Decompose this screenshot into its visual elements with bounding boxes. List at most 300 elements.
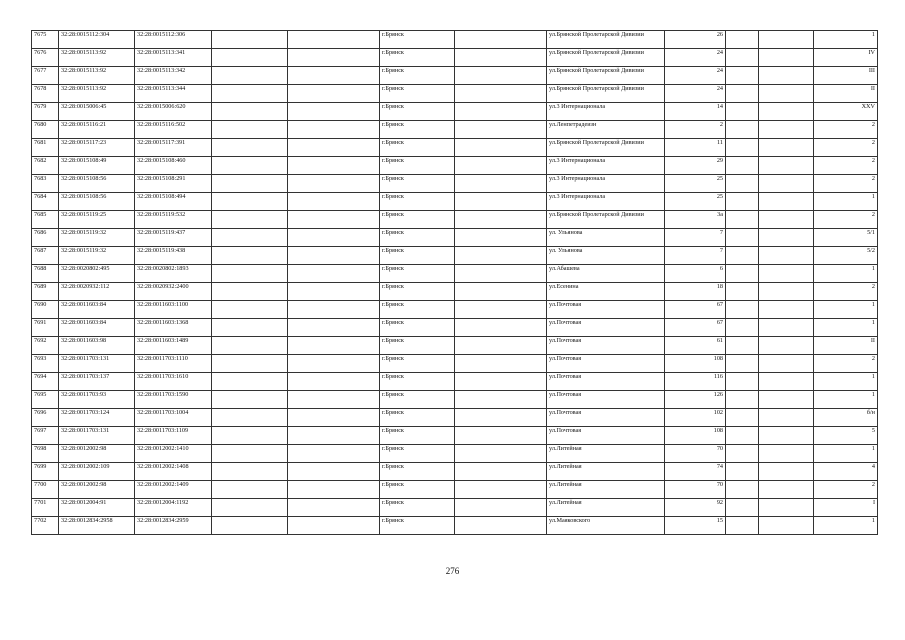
col-4-cell xyxy=(212,283,288,301)
premises-number-cell: 2 xyxy=(814,481,878,499)
house-number-cell: 108 xyxy=(665,427,726,445)
land-cadastral-number-cell: 32:28:0015117:23 xyxy=(59,139,135,157)
premises-number-cell: 5 xyxy=(814,427,878,445)
land-cadastral-number-cell: 32:28:0012834:2958 xyxy=(59,517,135,535)
col-10-cell xyxy=(726,121,759,139)
premises-number-cell: 1 xyxy=(814,373,878,391)
land-cadastral-number-cell: 32:28:0015006:45 xyxy=(59,103,135,121)
col-5-cell xyxy=(288,427,380,445)
land-cadastral-number-cell: 32:28:0015108:49 xyxy=(59,157,135,175)
col-10-cell xyxy=(726,391,759,409)
house-number-cell: 15 xyxy=(665,517,726,535)
col-5-cell xyxy=(288,283,380,301)
land-cadastral-number-cell: 32:28:0012002:109 xyxy=(59,463,135,481)
object-cadastral-number-cell: 32:28:0015006:620 xyxy=(135,103,212,121)
row-number-cell: 7677 xyxy=(32,67,59,85)
city-cell: г.Брянск xyxy=(380,85,455,103)
object-cadastral-number-cell: 32:28:0015117:391 xyxy=(135,139,212,157)
col-11-cell xyxy=(759,157,814,175)
city-cell: г.Брянск xyxy=(380,49,455,67)
object-cadastral-number-cell: 32:28:0015113:342 xyxy=(135,67,212,85)
land-cadastral-number-cell: 32:28:0015119:32 xyxy=(59,247,135,265)
col-7-cell xyxy=(455,157,547,175)
house-number-cell: 7 xyxy=(665,229,726,247)
street-cell: ул.Почтовая xyxy=(547,355,665,373)
col-11-cell xyxy=(759,247,814,265)
col-5-cell xyxy=(288,193,380,211)
col-5-cell xyxy=(288,265,380,283)
col-4-cell xyxy=(212,355,288,373)
col-4-cell xyxy=(212,517,288,535)
row-number-cell: 7680 xyxy=(32,121,59,139)
house-number-cell: 18 xyxy=(665,283,726,301)
premises-number-cell: 1 xyxy=(814,391,878,409)
city-cell: г.Брянск xyxy=(380,103,455,121)
col-5-cell xyxy=(288,463,380,481)
premises-number-cell: 4 xyxy=(814,463,878,481)
col-4-cell xyxy=(212,49,288,67)
land-cadastral-number-cell: 32:28:0015113:92 xyxy=(59,67,135,85)
land-cadastral-number-cell: 32:28:0012002:98 xyxy=(59,481,135,499)
col-7-cell xyxy=(455,373,547,391)
col-10-cell xyxy=(726,373,759,391)
city-cell: г.Брянск xyxy=(380,211,455,229)
table-row xyxy=(32,265,878,283)
land-cadastral-number-cell: 32:28:0015116:21 xyxy=(59,121,135,139)
land-cadastral-number-cell: 32:28:0020932:112 xyxy=(59,283,135,301)
object-cadastral-number-cell: 32:28:0015113:344 xyxy=(135,85,212,103)
street-cell: ул.Почтовая xyxy=(547,319,665,337)
col-10-cell xyxy=(726,463,759,481)
col-11-cell xyxy=(759,355,814,373)
land-cadastral-number-cell: 32:28:0011703:93 xyxy=(59,391,135,409)
col-7-cell xyxy=(455,85,547,103)
street-cell: ул.Почтовая xyxy=(547,301,665,319)
city-cell: г.Брянск xyxy=(380,139,455,157)
object-cadastral-number-cell: 32:28:0015108:291 xyxy=(135,175,212,193)
table-row xyxy=(32,301,878,319)
street-cell: ул.Брянской Пролетарской Дивизии xyxy=(547,211,665,229)
col-4-cell xyxy=(212,373,288,391)
col-10-cell xyxy=(726,67,759,85)
city-cell: г.Брянск xyxy=(380,265,455,283)
house-number-cell: 70 xyxy=(665,445,726,463)
house-number-cell: 108 xyxy=(665,355,726,373)
land-cadastral-number-cell: 32:28:0011603:98 xyxy=(59,337,135,355)
col-11-cell xyxy=(759,409,814,427)
house-number-cell: 11 xyxy=(665,139,726,157)
col-7-cell xyxy=(455,283,547,301)
street-cell: ул. Ульянова xyxy=(547,247,665,265)
col-10-cell xyxy=(726,499,759,517)
row-number-cell: 7694 xyxy=(32,373,59,391)
col-4-cell xyxy=(212,337,288,355)
col-7-cell xyxy=(455,139,547,157)
premises-number-cell: 1 xyxy=(814,193,878,211)
land-cadastral-number-cell: 32:28:0015113:92 xyxy=(59,85,135,103)
row-number-cell: 7701 xyxy=(32,499,59,517)
land-cadastral-number-cell: 32:28:0011603:84 xyxy=(59,301,135,319)
col-11-cell xyxy=(759,517,814,535)
land-cadastral-number-cell: 32:28:0012002:98 xyxy=(59,445,135,463)
col-11-cell xyxy=(759,175,814,193)
house-number-cell: 24 xyxy=(665,85,726,103)
object-cadastral-number-cell: 32:28:0011703:1590 xyxy=(135,391,212,409)
col-7-cell xyxy=(455,463,547,481)
street-cell: ул.3 Интернационала xyxy=(547,103,665,121)
col-10-cell xyxy=(726,157,759,175)
city-cell: г.Брянск xyxy=(380,121,455,139)
premises-number-cell: 1 xyxy=(814,31,878,49)
premises-number-cell: 5/2 xyxy=(814,247,878,265)
col-10-cell xyxy=(726,103,759,121)
street-cell: ул.Маяковского xyxy=(547,517,665,535)
object-cadastral-number-cell: 32:28:0015113:341 xyxy=(135,49,212,67)
col-4-cell xyxy=(212,157,288,175)
row-number-cell: 7699 xyxy=(32,463,59,481)
house-number-cell: 24 xyxy=(665,49,726,67)
col-7-cell xyxy=(455,229,547,247)
city-cell: г.Брянск xyxy=(380,517,455,535)
premises-number-cell: III xyxy=(814,67,878,85)
house-number-cell: 26 xyxy=(665,31,726,49)
col-5-cell xyxy=(288,229,380,247)
street-cell: ул.3 Интернационала xyxy=(547,193,665,211)
col-10-cell xyxy=(726,211,759,229)
premises-number-cell: II xyxy=(814,337,878,355)
city-cell: г.Брянск xyxy=(380,301,455,319)
table-row xyxy=(32,319,878,337)
col-11-cell xyxy=(759,193,814,211)
col-4-cell xyxy=(212,319,288,337)
object-cadastral-number-cell: 32:28:0011703:1109 xyxy=(135,427,212,445)
object-cadastral-number-cell: 32:28:0015119:532 xyxy=(135,211,212,229)
table-row xyxy=(32,49,878,67)
city-cell: г.Брянск xyxy=(380,337,455,355)
city-cell: г.Брянск xyxy=(380,391,455,409)
col-10-cell xyxy=(726,337,759,355)
col-7-cell xyxy=(455,427,547,445)
object-cadastral-number-cell: 32:28:0015119:437 xyxy=(135,229,212,247)
city-cell: г.Брянск xyxy=(380,409,455,427)
city-cell: г.Брянск xyxy=(380,427,455,445)
col-7-cell xyxy=(455,175,547,193)
row-number-cell: 7679 xyxy=(32,103,59,121)
col-11-cell xyxy=(759,319,814,337)
street-cell: ул.Брянской Пролетарской Дивизии xyxy=(547,67,665,85)
city-cell: г.Брянск xyxy=(380,463,455,481)
table-row xyxy=(32,517,878,535)
table-row xyxy=(32,373,878,391)
street-cell: ул.Литейная xyxy=(547,445,665,463)
col-11-cell xyxy=(759,463,814,481)
table-row xyxy=(32,211,878,229)
col-11-cell xyxy=(759,301,814,319)
street-cell: ул.Брянской Пролетарской Дивизии xyxy=(547,49,665,67)
col-10-cell xyxy=(726,481,759,499)
object-cadastral-number-cell: 32:28:0011603:1489 xyxy=(135,337,212,355)
premises-number-cell: 2 xyxy=(814,175,878,193)
street-cell: ул.Брянской Пролетарской Дивизии xyxy=(547,85,665,103)
object-cadastral-number-cell: 32:28:0015108:460 xyxy=(135,157,212,175)
house-number-cell: 3а xyxy=(665,211,726,229)
object-cadastral-number-cell: 32:28:0020932:2400 xyxy=(135,283,212,301)
table-row xyxy=(32,67,878,85)
col-7-cell xyxy=(455,247,547,265)
col-5-cell xyxy=(288,247,380,265)
col-7-cell xyxy=(455,193,547,211)
table-row xyxy=(32,481,878,499)
col-4-cell xyxy=(212,67,288,85)
col-5-cell xyxy=(288,409,380,427)
city-cell: г.Брянск xyxy=(380,355,455,373)
col-11-cell xyxy=(759,283,814,301)
col-4-cell xyxy=(212,175,288,193)
col-5-cell xyxy=(288,445,380,463)
city-cell: г.Брянск xyxy=(380,67,455,85)
object-cadastral-number-cell: 32:28:0011703:1110 xyxy=(135,355,212,373)
land-cadastral-number-cell: 32:28:0011703:124 xyxy=(59,409,135,427)
land-cadastral-number-cell: 32:28:0011703:131 xyxy=(59,355,135,373)
col-4-cell xyxy=(212,85,288,103)
col-5-cell xyxy=(288,49,380,67)
object-cadastral-number-cell: 32:28:0011603:1368 xyxy=(135,319,212,337)
row-number-cell: 7695 xyxy=(32,391,59,409)
row-number-cell: 7687 xyxy=(32,247,59,265)
row-number-cell: 7675 xyxy=(32,31,59,49)
col-11-cell xyxy=(759,265,814,283)
col-4-cell xyxy=(212,211,288,229)
land-cadastral-number-cell: 32:28:0015113:92 xyxy=(59,49,135,67)
col-11-cell xyxy=(759,121,814,139)
col-4-cell xyxy=(212,301,288,319)
premises-number-cell: 1 xyxy=(814,301,878,319)
street-cell: ул.Брянской Пролетарской Дивизии xyxy=(547,139,665,157)
col-5-cell xyxy=(288,355,380,373)
row-number-cell: 7697 xyxy=(32,427,59,445)
land-cadastral-number-cell: 32:28:0015119:32 xyxy=(59,229,135,247)
row-number-cell: 7684 xyxy=(32,193,59,211)
col-5-cell xyxy=(288,481,380,499)
col-4-cell xyxy=(212,229,288,247)
premises-number-cell: 2 xyxy=(814,283,878,301)
street-cell: ул.3 Интернационала xyxy=(547,175,665,193)
table-row xyxy=(32,193,878,211)
col-5-cell xyxy=(288,319,380,337)
city-cell: г.Брянск xyxy=(380,31,455,49)
row-number-cell: 7688 xyxy=(32,265,59,283)
row-number-cell: 7681 xyxy=(32,139,59,157)
col-10-cell xyxy=(726,517,759,535)
table-row xyxy=(32,103,878,121)
col-10-cell xyxy=(726,31,759,49)
land-cadastral-number-cell: 32:28:0011703:137 xyxy=(59,373,135,391)
col-4-cell xyxy=(212,499,288,517)
premises-number-cell: 5/1 xyxy=(814,229,878,247)
street-cell: ул.Ленпетрадеизн xyxy=(547,121,665,139)
object-cadastral-number-cell: 32:28:0012002:1410 xyxy=(135,445,212,463)
col-10-cell xyxy=(726,319,759,337)
col-11-cell xyxy=(759,31,814,49)
street-cell: ул.Литейная xyxy=(547,481,665,499)
col-5-cell xyxy=(288,373,380,391)
row-number-cell: 7686 xyxy=(32,229,59,247)
street-cell: ул. Ульянова xyxy=(547,229,665,247)
object-cadastral-number-cell: 32:28:0012002:1409 xyxy=(135,481,212,499)
house-number-cell: 6 xyxy=(665,265,726,283)
land-cadastral-number-cell: 32:28:0015108:56 xyxy=(59,193,135,211)
house-number-cell: 14 xyxy=(665,103,726,121)
registry-table xyxy=(31,30,878,535)
table-row xyxy=(32,85,878,103)
col-4-cell xyxy=(212,265,288,283)
col-7-cell xyxy=(455,391,547,409)
col-7-cell xyxy=(455,355,547,373)
col-10-cell xyxy=(726,445,759,463)
table-row xyxy=(32,391,878,409)
col-10-cell xyxy=(726,265,759,283)
city-cell: г.Брянск xyxy=(380,481,455,499)
street-cell: ул.Почтовая xyxy=(547,409,665,427)
land-cadastral-number-cell: 32:28:0012004:91 xyxy=(59,499,135,517)
premises-number-cell: 1 xyxy=(814,445,878,463)
object-cadastral-number-cell: 32:28:0011703:1004 xyxy=(135,409,212,427)
col-10-cell xyxy=(726,409,759,427)
land-cadastral-number-cell: 32:28:0011603:84 xyxy=(59,319,135,337)
col-11-cell xyxy=(759,337,814,355)
street-cell: ул.Литейная xyxy=(547,499,665,517)
street-cell: ул.Есенина xyxy=(547,283,665,301)
row-number-cell: 7692 xyxy=(32,337,59,355)
table-row xyxy=(32,121,878,139)
house-number-cell: 126 xyxy=(665,391,726,409)
col-5-cell xyxy=(288,211,380,229)
col-10-cell xyxy=(726,193,759,211)
premises-number-cell: 1 xyxy=(814,319,878,337)
row-number-cell: 7676 xyxy=(32,49,59,67)
col-11-cell xyxy=(759,85,814,103)
col-10-cell xyxy=(726,427,759,445)
premises-number-cell: 2 xyxy=(814,121,878,139)
col-4-cell xyxy=(212,409,288,427)
street-cell: ул.Литейная xyxy=(547,463,665,481)
premises-number-cell: I xyxy=(814,499,878,517)
object-cadastral-number-cell: 32:28:0015112:306 xyxy=(135,31,212,49)
premises-number-cell: 2 xyxy=(814,157,878,175)
row-number-cell: 7700 xyxy=(32,481,59,499)
col-7-cell xyxy=(455,49,547,67)
col-5-cell xyxy=(288,499,380,517)
col-4-cell xyxy=(212,247,288,265)
house-number-cell: 116 xyxy=(665,373,726,391)
col-4-cell xyxy=(212,463,288,481)
row-number-cell: 7683 xyxy=(32,175,59,193)
house-number-cell: 25 xyxy=(665,175,726,193)
table-row xyxy=(32,139,878,157)
table-row xyxy=(32,463,878,481)
land-cadastral-number-cell: 32:28:0015119:25 xyxy=(59,211,135,229)
house-number-cell: 92 xyxy=(665,499,726,517)
object-cadastral-number-cell: 32:28:0015116:502 xyxy=(135,121,212,139)
table-row xyxy=(32,355,878,373)
col-7-cell xyxy=(455,445,547,463)
col-11-cell xyxy=(759,139,814,157)
col-7-cell xyxy=(455,67,547,85)
land-cadastral-number-cell: 32:28:0015112:304 xyxy=(59,31,135,49)
col-5-cell xyxy=(288,391,380,409)
house-number-cell: 67 xyxy=(665,301,726,319)
table-row xyxy=(32,445,878,463)
col-7-cell xyxy=(455,517,547,535)
table-row xyxy=(32,409,878,427)
land-cadastral-number-cell: 32:28:0011703:131 xyxy=(59,427,135,445)
col-5-cell xyxy=(288,103,380,121)
col-10-cell xyxy=(726,139,759,157)
city-cell: г.Брянск xyxy=(380,175,455,193)
col-7-cell xyxy=(455,121,547,139)
col-7-cell xyxy=(455,409,547,427)
table-body xyxy=(32,31,878,535)
house-number-cell: 67 xyxy=(665,319,726,337)
house-number-cell: 24 xyxy=(665,67,726,85)
col-5-cell xyxy=(288,517,380,535)
col-4-cell xyxy=(212,193,288,211)
col-5-cell xyxy=(288,337,380,355)
city-cell: г.Брянск xyxy=(380,373,455,391)
col-5-cell xyxy=(288,85,380,103)
premises-number-cell: 2 xyxy=(814,355,878,373)
premises-number-cell: 1 xyxy=(814,265,878,283)
col-5-cell xyxy=(288,301,380,319)
premises-number-cell: II xyxy=(814,85,878,103)
object-cadastral-number-cell: 32:28:0011603:1100 xyxy=(135,301,212,319)
table-row xyxy=(32,157,878,175)
page-number: 276 xyxy=(445,566,460,576)
house-number-cell: 7 xyxy=(665,247,726,265)
object-cadastral-number-cell: 32:28:0011703:1610 xyxy=(135,373,212,391)
col-11-cell xyxy=(759,229,814,247)
premises-number-cell: 1 xyxy=(814,517,878,535)
row-number-cell: 7682 xyxy=(32,157,59,175)
city-cell: г.Брянск xyxy=(380,445,455,463)
city-cell: г.Брянск xyxy=(380,193,455,211)
col-7-cell xyxy=(455,301,547,319)
table-row xyxy=(32,247,878,265)
col-11-cell xyxy=(759,373,814,391)
object-cadastral-number-cell: 32:28:0015108:494 xyxy=(135,193,212,211)
col-4-cell xyxy=(212,391,288,409)
col-11-cell xyxy=(759,211,814,229)
house-number-cell: 25 xyxy=(665,193,726,211)
col-7-cell xyxy=(455,265,547,283)
house-number-cell: 61 xyxy=(665,337,726,355)
col-11-cell xyxy=(759,103,814,121)
col-11-cell xyxy=(759,427,814,445)
object-cadastral-number-cell: 32:28:0012834:2959 xyxy=(135,517,212,535)
land-cadastral-number-cell: 32:28:0020802:495 xyxy=(59,265,135,283)
col-7-cell xyxy=(455,211,547,229)
col-7-cell xyxy=(455,103,547,121)
col-4-cell xyxy=(212,445,288,463)
col-10-cell xyxy=(726,355,759,373)
city-cell: г.Брянск xyxy=(380,499,455,517)
col-10-cell xyxy=(726,283,759,301)
row-number-cell: 7685 xyxy=(32,211,59,229)
table-row xyxy=(32,427,878,445)
col-11-cell xyxy=(759,67,814,85)
col-10-cell xyxy=(726,175,759,193)
row-number-cell: 7678 xyxy=(32,85,59,103)
